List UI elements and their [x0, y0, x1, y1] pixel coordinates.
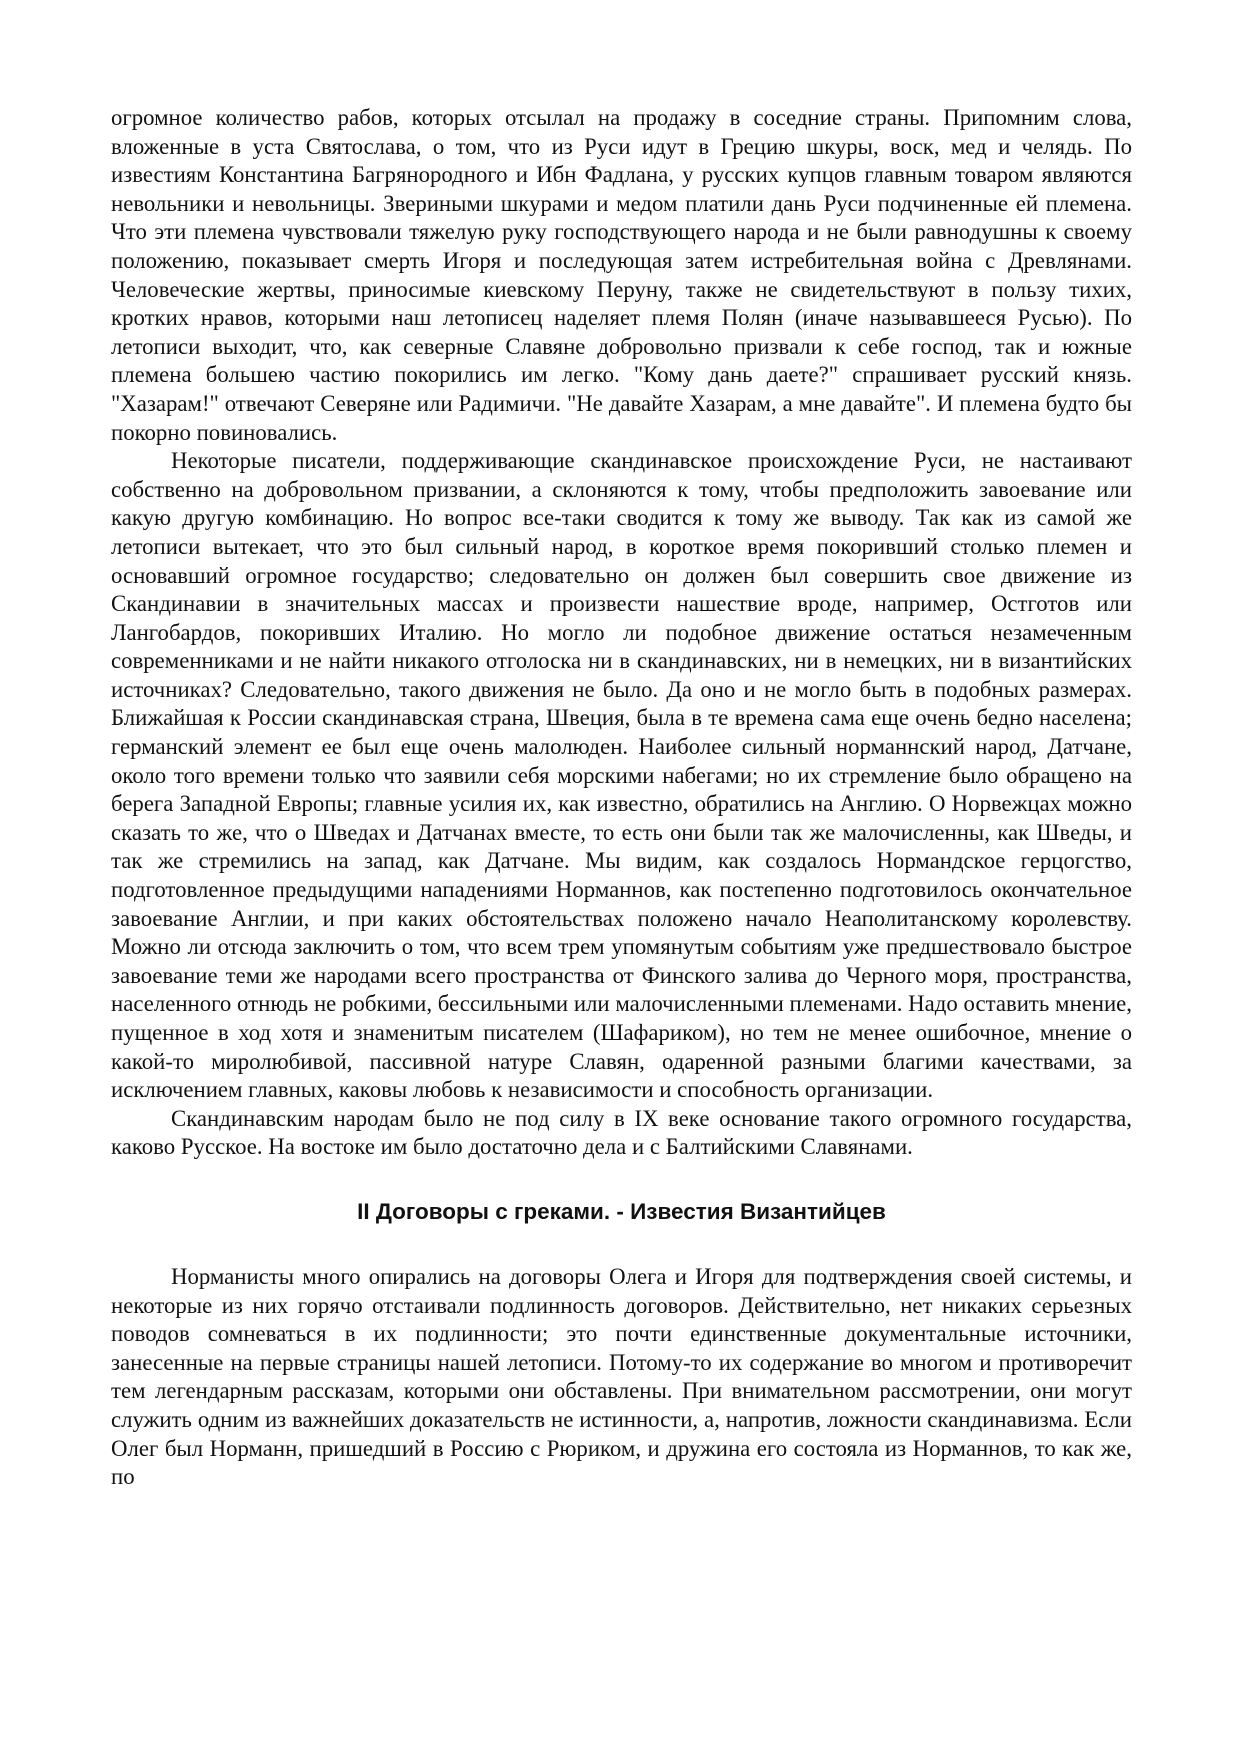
- paragraph-scandinavian-limits: Скандинавским народам было не под силу в IX веке основание такого огромного государства, каково Русское. На востоке им было достаточно дела и с Балтийскими Славянами.: [111, 1105, 1132, 1160]
- paragraph-scandinavian-conquest: Некоторые писатели, поддерживающие скандинавское происхождение Руси, не настаивают собственно на добровольном призвании, а склоняются к тому, чтобы предположить завоевание или какую другую комбинацию. Но вопрос все-таки сводится к тому же выводу. Так как из самой же летописи вытекает, что это был сильный народ, в короткое время покоривший столько племен и основавший огромное государство; следовательно он должен был совершить свое движение из Скандинавии в значительных массах и произвести нашествие вроде, например, Остготов или Лангобардов, покоривших Италию. Но могло ли подобное движение остаться незамеченным современниками и не найти никакого отголоска ни в скандинавских, ни в немецких, ни в византийских источниках? Следовательно, такого движения не было. Да оно и не могло быть в подобных размерах. Ближайшая к России скандинавская страна, Швеция, была в те времена сама еще очень бедно населена; германский элемент ее был еще очень малолюден. Наиболее сильный норманнский народ, Датчане, около того времени только что заявили себя морскими набегами; но их стремление было обращено на берега Западной Европы; главные усилия их, как известно, обратились на Англию. О Норвежцах можно сказать то же, что о Шведах и Датчанах вместе, то есть они были так же малочисленны, как Шведы, и так же стремились на запад, как Датчане. Мы видим, как создалось Нормандское герцогство, подготовленное предыдущими нападениями Норманнов, как постепенно подготовилось окончательное завоевание Англии, и при каких обстоятельствах положено начало Неаполитанскому королевству. Можно ли отсюда заключить о том, что всем трем упомянутым событиям уже предшествовало быстрое завоевание теми же народами всего пространства от Финского залива до Черного моря, пространства, населенного отнюдь не робкими, бессильными или малочисленными племенами. Надо оставить мнение, пущенное в ход хотя и знаменитым писателем (Шафариком), но тем не менее ошибочное, мнение о какой-то миролюбивой, пассивной натуре Славян, одаренной разными благими качествами, за исключением главных, каковы любовь к независимости и способность организации.: [111, 448, 1132, 1103]
- paragraph-treaties: Норманисты много опирались на договоры Олега и Игоря для подтверждения своей системы, и некоторые из них горячо отстаивали подлинность договоров. Действительно, нет никаких серьезных поводов сомневаться в их подлинности; это почти единственные документальные источники, занесенные на первые страницы нашей летописи. Потому-то их содержание во многом и противоречит тем легендарным рассказам, которыми они обставлены. При внимательном рассмотрении, они могут служить одним из важнейших доказательств не истинности, а, напротив, ложности скандинавизма. Если Олег был Норманн, пришедший в Россию с Рюриком, и дружина его состояла из Норманнов, то как же, по: [111, 1263, 1132, 1490]
- paragraph-slavs-tribute: огромное количество рабов, которых отсылал на продажу в соседние страны. Припомним слова, вложенные в уста Святослава, о том, что из Руси идут в Грецию шкуры, воск, мед и челядь. По известиям Константина Багрянородного и Ибн Фадлана, у русских купцов главным товаром являются невольники и невольницы. Звериными шкурами и медом платили дань Руси подчиненные ей племена. Что эти племена чувствовали тяжелую руку господствующего народа и не были равнодушны к своему положению, показывает смерть Игоря и последующая затем истребительная война с Древлянами. Человеческие жертвы, приносимые киевскому Перуну, также не свидетельствуют в пользу тихих, кротких нравов, которыми наш летописец наделяет племя Полян (иначе называвшееся Русью). По летописи выходит, что, как северные Славяне добровольно призвали к себе господ, так и южные племена большею частию покорились им легко. "Кому дань даете?" спрашивает русский князь. "Хазарам!" отвечают Северяне или Радимичи. "Не давайте Хазарам, а мне давайте". И племена будто бы покорно повиновались.: [111, 105, 1132, 445]
- section-heading: II Договоры с греками. - Известия Византийцев: [357, 1198, 886, 1224]
